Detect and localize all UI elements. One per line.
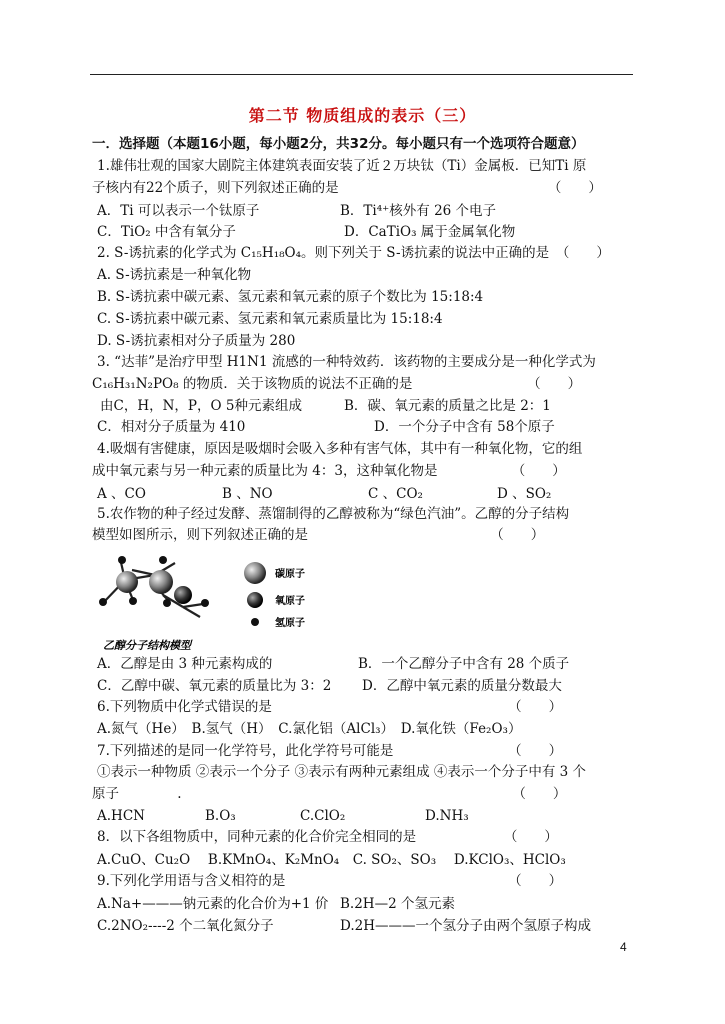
q2-option-b: B. S-诱抗素中碳元素、氢元素和氧元素的原子个数比为 15:18:4 <box>97 289 484 305</box>
q7-option-c: C.ClO₂ <box>300 808 346 824</box>
q9-stem: 9.下列化学用语与含义相符的是 （ ） <box>97 873 563 889</box>
q7-line3: 原子 . （ ） <box>92 786 567 802</box>
q4-option-d: D 、SO₂ <box>497 486 552 502</box>
q9-option-a: A.Na+———钠元素的化合价为+1 价 <box>97 896 329 912</box>
legend-carbon-swatch <box>244 562 266 584</box>
legend-oxygen-label: 氧原子 <box>275 596 305 607</box>
ethanol-model-figure <box>95 555 335 655</box>
page-number: 4 <box>620 940 627 954</box>
q1-option-a: A．Ti 可以表示一个钛原子 <box>97 203 260 219</box>
page-title: 第二节 物质组成的表示（三） <box>248 106 477 125</box>
q3-option-b: B．碳、氧元素的质量之比是 2：1 <box>344 398 551 414</box>
legend-carbon-label: 碳原子 <box>275 569 305 580</box>
legend-hydrogen-swatch <box>251 618 259 626</box>
q5-option-a: A．乙醇是由 3 种元素构成的 <box>97 656 273 672</box>
q9-option-d: D.2H———一个氢分子由两个氢原子构成 <box>340 918 591 934</box>
q5-line2: 模型如图所示，则下列叙述正确的是 （ ） <box>92 527 545 543</box>
q6-options: A.氮气（He） B.氢气（H） C.氯化铝（AlCl₃） D.氧化铁（Fe₂O₃） <box>97 721 522 737</box>
q4-option-c: C 、CO₂ <box>368 486 423 502</box>
q9-option-b: B.2H—2 个氢元素 <box>340 896 455 912</box>
hydrogen-atom-6 <box>201 599 209 607</box>
q1-option-b: B．Ti⁴⁺核外有 26 个电子 <box>340 203 497 219</box>
q1-line2: 子核内有22个质子，则下列叙述正确的是 （ ） <box>92 180 602 196</box>
q7-stem: 7.下列描述的是同一化学符号，此化学符号可能是 （ ） <box>97 743 563 759</box>
q7-option-d: D.NH₃ <box>425 808 469 824</box>
q8-stem: 8．以下各组物质中，同种元素的化合价完全相同的是 （ ） <box>97 829 558 845</box>
q5-option-b: B．一个乙醇分子中含有 28 个质子 <box>358 656 570 672</box>
q4-line2: 成中氧元素与另一种元素的质量比为 4：3，这种氧化物是 （ ） <box>92 463 566 479</box>
hydrogen-atom-1 <box>118 556 126 564</box>
q2-option-a: A. S-诱抗素是一种氧化物 <box>97 267 252 283</box>
q4-option-a: A 、CO <box>97 486 146 502</box>
q4-line1: 4.吸烟有害健康，原因是吸烟时会吸入多种有害气体，其中有一种氧化物，它的组 <box>97 441 583 457</box>
hydrogen-atom-4 <box>159 556 167 564</box>
q7-option-a: A.HCN <box>97 808 145 824</box>
q9-option-c: C.2NO₂----2 个二氧化氮分子 <box>97 918 274 934</box>
q3-option-c: C．相对分子质量为 410 <box>97 419 246 435</box>
q3-line2: C₁₆H₃₁N₂PO₈ 的物质．关于该物质的说法不正确的是 （ ） <box>92 376 582 392</box>
carbon-atom-2 <box>149 570 173 594</box>
q1-option-c: C．TiO₂ 中含有氧分子 <box>97 224 236 240</box>
q1-line1: 1.雄伟壮观的国家大剧院主体建筑表面安装了近２万块钛（Ti）金属板．已知Ti 原 <box>97 158 587 174</box>
oxygen-atom <box>174 586 192 604</box>
legend-hydrogen-label: 氢原子 <box>275 618 305 629</box>
q5-line1: 5.农作物的种子经过发酵、蒸馏制得的乙醇被称为“绿色汽油”。乙醇的分子结构 <box>97 506 570 522</box>
figure-caption: 乙醇分子结构模型 <box>103 639 191 652</box>
q3-option-a: 由C，H，N，P，O 5种元素组成 <box>100 398 302 414</box>
hydrogen-atom-2 <box>99 598 107 606</box>
hydrogen-atom-5 <box>163 599 171 607</box>
q2-stem: 2. S-诱抗素的化学式为 C₁₅H₁₈O₄。则下列关于 S-诱抗素的说法中正确的是 （ ） <box>97 245 610 261</box>
q2-option-c: C. S-诱抗素中碳元素、氢元素和氧元素质量比为 15:18:4 <box>97 311 443 327</box>
q3-line1: 3. “达菲”是治疗甲型 H1N1 流感的一种特效药．该药物的主要成分是一种化学式为 <box>97 354 596 370</box>
q6-stem: 6.下列物质中化学式错误的是 （ ） <box>97 699 563 715</box>
header-rule <box>90 74 633 75</box>
legend-oxygen-swatch <box>247 592 263 608</box>
hydrogen-atom-3 <box>129 597 137 605</box>
q8-options: A.CuO、Cu₂O B.KMnO₄、K₂MnO₄ C. SO₂、SO₃ D.KClO₃、HClO₃ <box>97 852 566 868</box>
q3-option-d: D．一个分子中含有 58个原子 <box>374 419 555 435</box>
q5-option-c: C．乙醇中碳、氧元素的质量比为 3：2 <box>97 678 332 694</box>
section-heading: 一．选择题（本题16小题，每小题2分，共32分。每小题只有一个选项符合题意） <box>92 136 585 152</box>
q2-option-d: D. S-诱抗素相对分子质量为 280 <box>97 333 296 349</box>
q7-line2: ①表示一种物质 ②表示一个分子 ③表示有两种元素组成 ④表示一个分子中有 3 个 <box>97 764 587 780</box>
q5-option-d: D．乙醇中氧元素的质量分数最大 <box>362 678 562 694</box>
q4-option-b: B 、NO <box>222 486 273 502</box>
q1-option-d: D．CaTiO₃ 属于金属氧化物 <box>344 224 516 240</box>
carbon-atom-1 <box>116 571 138 593</box>
q7-option-b: B.O₃ <box>205 808 236 824</box>
